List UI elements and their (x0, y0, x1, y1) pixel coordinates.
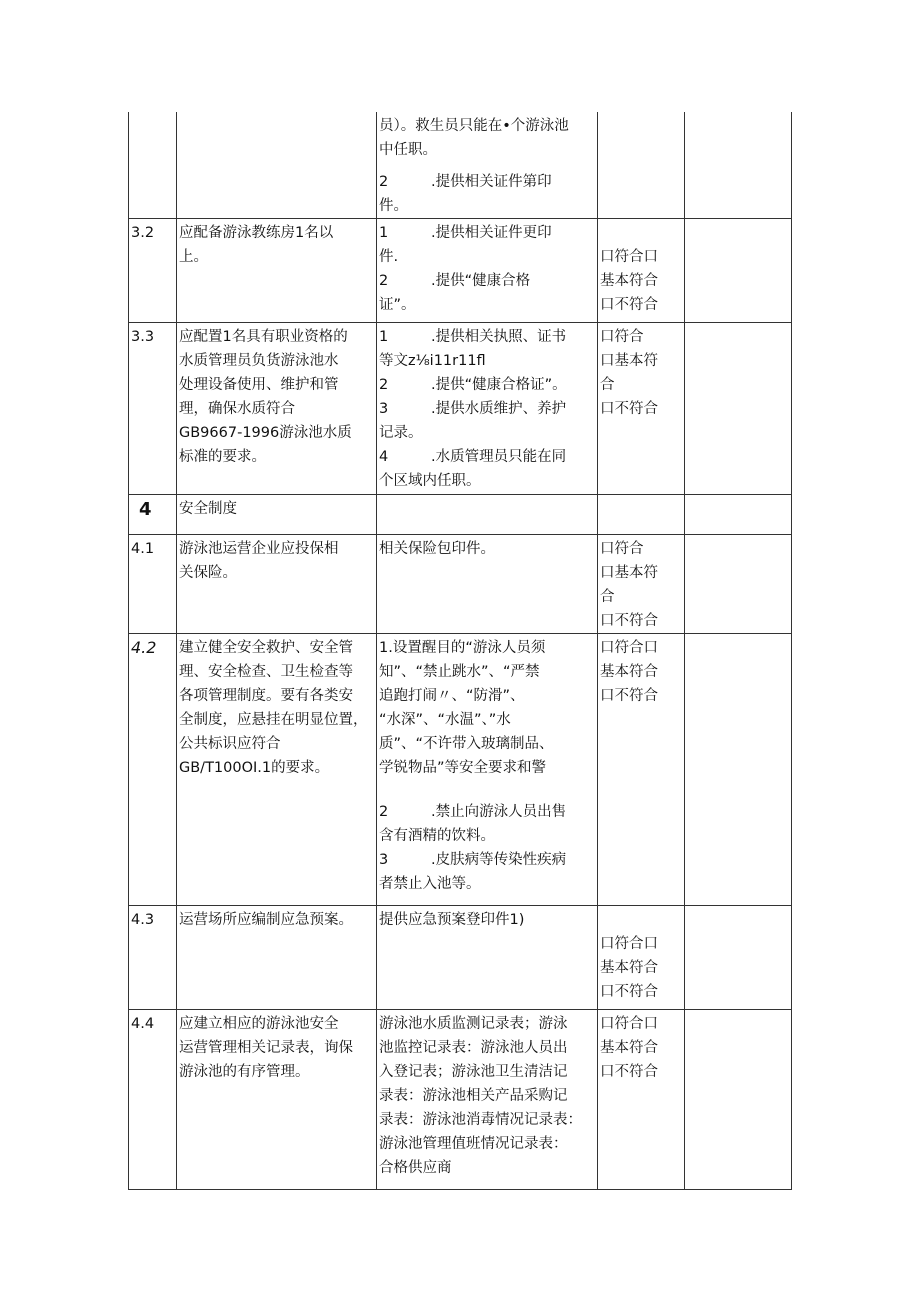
item-number: 2 (379, 377, 389, 393)
text-line: 个区域内任职。 (379, 473, 481, 489)
line-gap (379, 780, 595, 800)
checklist-table-wrap (128, 112, 791, 1190)
note-cell (685, 323, 792, 495)
text-line: 应建立相应的游泳池安全 (179, 1016, 339, 1032)
text-line (379, 325, 595, 349)
text-line: 游泳池水质监测记录表；游泳 (379, 1016, 568, 1032)
item-text: .皮肤病等传染性疾病 (431, 852, 567, 868)
note-cell (685, 1010, 792, 1190)
text-line: 口符合口 (600, 249, 658, 265)
text-line (379, 269, 595, 293)
result-cell (598, 1010, 685, 1190)
text-line (379, 397, 595, 421)
note-cell (685, 634, 792, 906)
text-line: 录表：游泳池相关产品采购记 (379, 1088, 568, 1104)
line-spacer (600, 221, 682, 245)
item-text: .提供水质维护、养护 (431, 401, 567, 417)
requirement-cell (177, 323, 377, 495)
result-cell (598, 906, 685, 1010)
item-text: .提供“健康合格 (431, 273, 531, 289)
text-line: 口符合 (600, 329, 644, 345)
table-row (129, 906, 792, 1010)
table-row (129, 323, 792, 495)
text-line: 学锐物品”等安全要求和警 (379, 760, 547, 776)
requirement-cell (177, 219, 377, 323)
text-line: 员）。救生员只能在•个游泳池 (379, 118, 569, 134)
table-row (129, 535, 792, 634)
text-line: 运营管理相关记录表，询保 (179, 1040, 353, 1056)
item-number-cell (129, 495, 177, 535)
text-line: 件。 (379, 198, 408, 214)
evidence-cell (377, 112, 598, 219)
text-line: 公共标识应符合 (179, 736, 281, 752)
text-line: 录表：游泳池消毒情况记录表： (379, 1112, 582, 1128)
evidence-cell (377, 323, 598, 495)
item-number-cell (129, 219, 177, 323)
text-line: GB9667-1996游泳池水质 (179, 425, 352, 441)
text-line: “水深”、“水温”、”水 (379, 712, 511, 728)
item-number-cell (129, 323, 177, 495)
table-row (129, 634, 792, 906)
table-row (129, 1010, 792, 1190)
checklist-table (128, 112, 792, 1190)
item-number: 3 (379, 401, 389, 417)
table-row (129, 112, 792, 219)
item-number: 1 (379, 225, 389, 241)
evidence-cell (377, 634, 598, 906)
section-row (129, 495, 792, 535)
text-line: 口基本符 (600, 565, 658, 581)
text-line: 相关保险包印件。 (379, 541, 495, 557)
text-line: 合格供应商 (379, 1160, 452, 1176)
text-line (379, 445, 595, 469)
text-line: 安全制度 (179, 501, 237, 517)
requirement-cell (177, 906, 377, 1010)
evidence-cell (377, 1010, 598, 1190)
item-number: 2 (379, 174, 389, 190)
text-line: 游泳池运营企业应投保相 (179, 541, 339, 557)
text-line: 件. (379, 249, 399, 265)
text-line: 池监控记录表：游泳池人员出 (379, 1040, 568, 1056)
item-number-cell (129, 906, 177, 1010)
result-cell (598, 112, 685, 219)
result-cell (598, 634, 685, 906)
text-line: 各项管理制度。要有各类安 (179, 688, 353, 704)
text-line: 游泳池管理值班情况记录表： (379, 1136, 568, 1152)
item-text: .禁止向游泳人员出售 (431, 804, 567, 820)
line-gap (379, 162, 595, 170)
text-line: 质”、“不许带入玻璃制品、 (379, 736, 554, 752)
evidence-cell (377, 495, 598, 535)
text-line (379, 221, 595, 245)
item-number-cell (129, 1010, 177, 1190)
item-number: 3 (379, 852, 389, 868)
item-code: 3.3 (131, 329, 155, 345)
requirement-cell (177, 535, 377, 634)
section-title-cell (177, 495, 377, 535)
item-text: .提供“健康合格证”。 (431, 377, 567, 393)
text-line: 水质管理员负货游泳池水 (179, 353, 339, 369)
item-number: 1 (379, 329, 389, 345)
note-cell (685, 112, 792, 219)
text-line (379, 373, 595, 397)
text-line (379, 800, 595, 824)
text-line: 含有酒精的饮料。 (379, 828, 495, 844)
text-line: 基本符合 (600, 273, 658, 289)
text-line: 应配置1名具有职业资格的 (179, 329, 348, 345)
note-cell (685, 535, 792, 634)
text-line: 游泳池的有序管理。 (179, 1064, 310, 1080)
requirement-cell (177, 112, 377, 219)
text-line: 基本符合 (600, 664, 658, 680)
text-line: 全制度，应悬挂在明显位置， (179, 712, 368, 728)
item-number-cell (129, 112, 177, 219)
note-cell (685, 495, 792, 535)
item-text: .提供相关证件第印 (431, 174, 552, 190)
result-cell (598, 535, 685, 634)
evidence-cell (377, 906, 598, 1010)
requirement-cell (177, 1010, 377, 1190)
item-text: .提供相关执照、证书 (431, 329, 567, 345)
table-row (129, 219, 792, 323)
line-spacer (600, 908, 682, 932)
text-line: 口不符合 (600, 401, 658, 417)
text-line (379, 848, 595, 872)
text-line: 关保险。 (179, 565, 237, 581)
text-line: 口不符合 (600, 984, 658, 1000)
text-line: 理、安全检查、卫生检查等 (179, 664, 353, 680)
item-code: 4.4 (131, 1016, 155, 1032)
text-line: 口基本符 (600, 353, 658, 369)
item-number: 2 (379, 804, 389, 820)
result-cell (598, 495, 685, 535)
text-line: 处理设备使用、维护和管 (179, 377, 339, 393)
text-line: GB/T100OI.1的要求。 (179, 760, 330, 776)
text-line (379, 170, 595, 194)
item-code: 3.2 (131, 225, 155, 241)
text-line: 追跑打闹〃、“防滑”、 (379, 688, 525, 704)
text-line: 运营场所应编制应急预案。 (179, 912, 353, 928)
item-code: 4.2 (131, 638, 157, 657)
evidence-cell (377, 535, 598, 634)
item-number-cell (129, 634, 177, 906)
evidence-cell (377, 219, 598, 323)
text-line: 合 (600, 589, 615, 605)
requirement-cell (177, 634, 377, 906)
text-line: 知”、“禁止跳水”、“严禁 (379, 664, 540, 680)
section-number: 4 (139, 499, 152, 520)
text-line: 应配备游泳教练房1名以 (179, 225, 334, 241)
text-line: 记录。 (379, 425, 423, 441)
checklist-table-body (129, 112, 792, 1190)
text-line: 口不符合 (600, 613, 658, 629)
text-line: 入登记表；游泳池卫生清洁记 (379, 1064, 568, 1080)
item-number: 4 (379, 449, 389, 465)
result-cell (598, 323, 685, 495)
text-line: 理，确保水质符合 (179, 401, 295, 417)
text-line: 标准的要求。 (179, 449, 266, 465)
item-text: .提供相关证件更印 (431, 225, 552, 241)
text-line: 基本符合 (600, 1040, 658, 1056)
text-line: 提供应急预案登印件1) (379, 912, 525, 928)
note-cell (685, 219, 792, 323)
text-line: 基本符合 (600, 960, 658, 976)
text-line: 上。 (179, 249, 208, 265)
item-number: 2 (379, 273, 389, 289)
text-line: 者禁止入池等。 (379, 876, 481, 892)
text-line: 口不符合 (600, 688, 658, 704)
text-line: 口符合 (600, 541, 644, 557)
text-line: 1.设置醒目的“游泳人员须 (379, 640, 546, 656)
text-line: 口符合口 (600, 936, 658, 952)
note-cell (685, 906, 792, 1010)
item-code: 4.1 (131, 541, 155, 557)
text-line: 建立健全安全救护、安全管 (179, 640, 353, 656)
result-cell (598, 219, 685, 323)
text-line: 证”。 (379, 297, 416, 313)
item-code: 4.3 (131, 912, 155, 928)
text-line: 中任职。 (379, 142, 437, 158)
text-line: 口符合口 (600, 1016, 658, 1032)
text-line: 合 (600, 377, 615, 393)
text-line: 口不符合 (600, 1064, 658, 1080)
item-number-cell (129, 535, 177, 634)
text-line: 口符合口 (600, 640, 658, 656)
item-text: .水质管理员只能在同 (431, 449, 567, 465)
text-line: 等文z⅛i11r11fl (379, 353, 486, 369)
text-line: 口不符合 (600, 297, 658, 313)
